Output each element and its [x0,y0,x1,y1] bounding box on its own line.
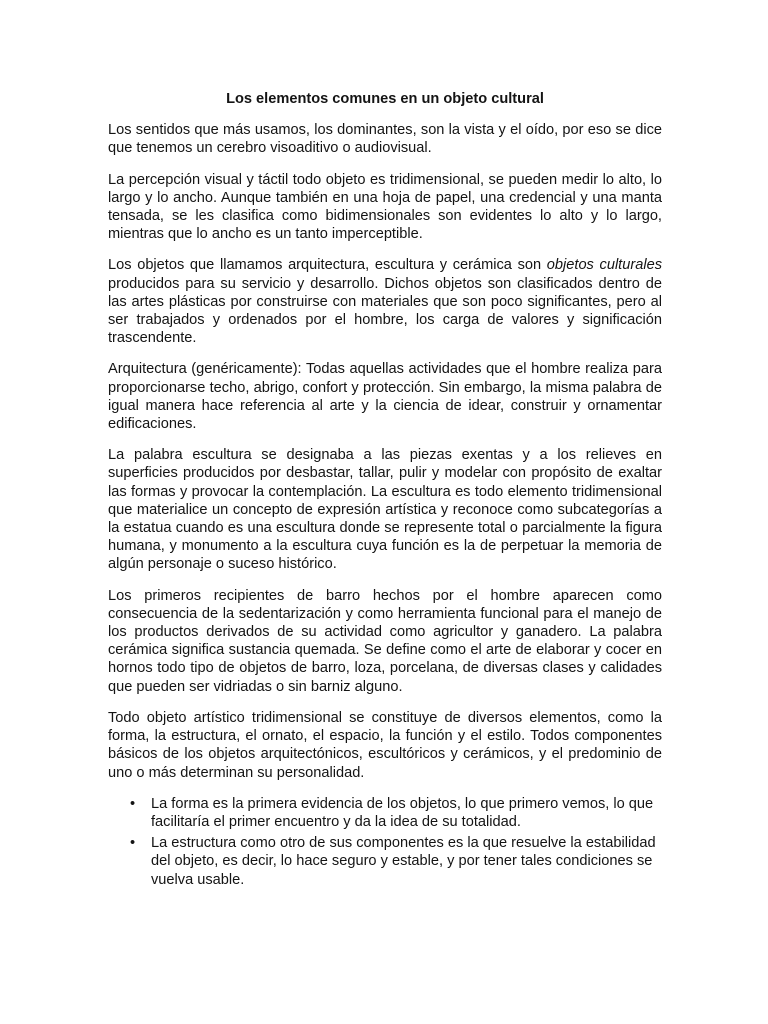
paragraph-ceramics: Los primeros recipientes de barro hechos por el hombre aparecen como consecuencia de la sedentarización y como herramienta funcional para el manejo de los productos derivados de su actividad como agricultor y ganadero. La palabra cerámica significa sustancia quemada. Se define como el arte de elaborar y cocer en hornos todo tipo de objetos de barro, loza, porcelana, de diversas clases y calidades que pueden ser vidriadas o sin barniz alguno. [108,587,662,695]
paragraph-architecture: Arquitectura (genéricamente): Todas aquellas actividades que el hombre realiza para proporcionarse techo, abrigo, confort y protección. Sin embargo, la misma palabra de igual manera hace referencia al arte y la ciencia de idear, construir y ornamentar edificaciones. [108,361,662,433]
bullet-list [108,795,662,889]
document-title: Los elementos comunes en un objeto cultural [226,91,544,107]
paragraph-perception: La percepción visual y táctil todo objeto es tridimensional, se pueden medir lo alto, lo largo y lo ancho. Aunque también en una hoja de papel, una credencial y una manta tensada, se les clasifica como bidimensionales son evidentes lo alto y lo largo, mientras que lo ancho es un tanto imperceptible. [108,171,662,243]
paragraph-sculpture: La palabra escultura se designaba a las piezas exentas y a los relieves en superficies producidos por desbastar, tallar, pulir y modelar con propósito de exaltar las formas y provocar la contemplación. La escultura es todo elemento tridimensional que materialice un concepto de expresión artística y reconoce como subcategorías a la estatua cuando es una escultura donde se represente total o parcialmente la figura humana, y monumento a la escultura cuya función es la de perpetuar la memoria de algún personaje o suceso histórico. [108,447,662,573]
list-item [130,834,662,889]
paragraph-senses: Los sentidos que más usamos, los dominantes, son la vista y el oído, por eso se dice que tenemos un cerebro visoaditivo o audiovisual. [108,122,662,157]
paragraph-cultural-objects-italic: objetos culturales [546,257,662,274]
list-item [130,795,662,831]
list-item-text: La forma es la primera evidencia de los objetos, lo que primero vemos, lo que facilitaría el primer encuentro y da la idea de su totalidad. [151,795,654,830]
list-item-text: La estructura como otro de sus componentes es la que resuelve la estabilidad del objeto, es decir, lo hace seguro y estable, y por tener tales condiciones se vuelva usable. [151,835,656,888]
paragraph-cultural-objects-start: Los objetos que llamamos arquitectura, escultura y cerámica son [108,257,547,274]
paragraph-cultural-objects-end: producidos para su servicio y desarrollo. Dichos objetos son clasificados dentro de las artes plásticas por construirse con materiales que son poco significantes, pero al ser trabajados y ordenados por el hombre, los carga de valores y significación trascendente. [108,275,662,347]
bullet-icon: • [130,835,136,852]
paragraph-elements: Todo objeto artístico tridimensional se constituye de diversos elementos, como la forma, la estructura, el ornato, el espacio, la función y el estilo. Todos componentes básicos de los objetos arquitectónicos, escultóricos y cerámicos, y el predominio de uno o más determinan su personalidad. [108,709,662,781]
bullet-icon: • [130,795,136,812]
paragraph-cultural-objects [108,256,662,347]
